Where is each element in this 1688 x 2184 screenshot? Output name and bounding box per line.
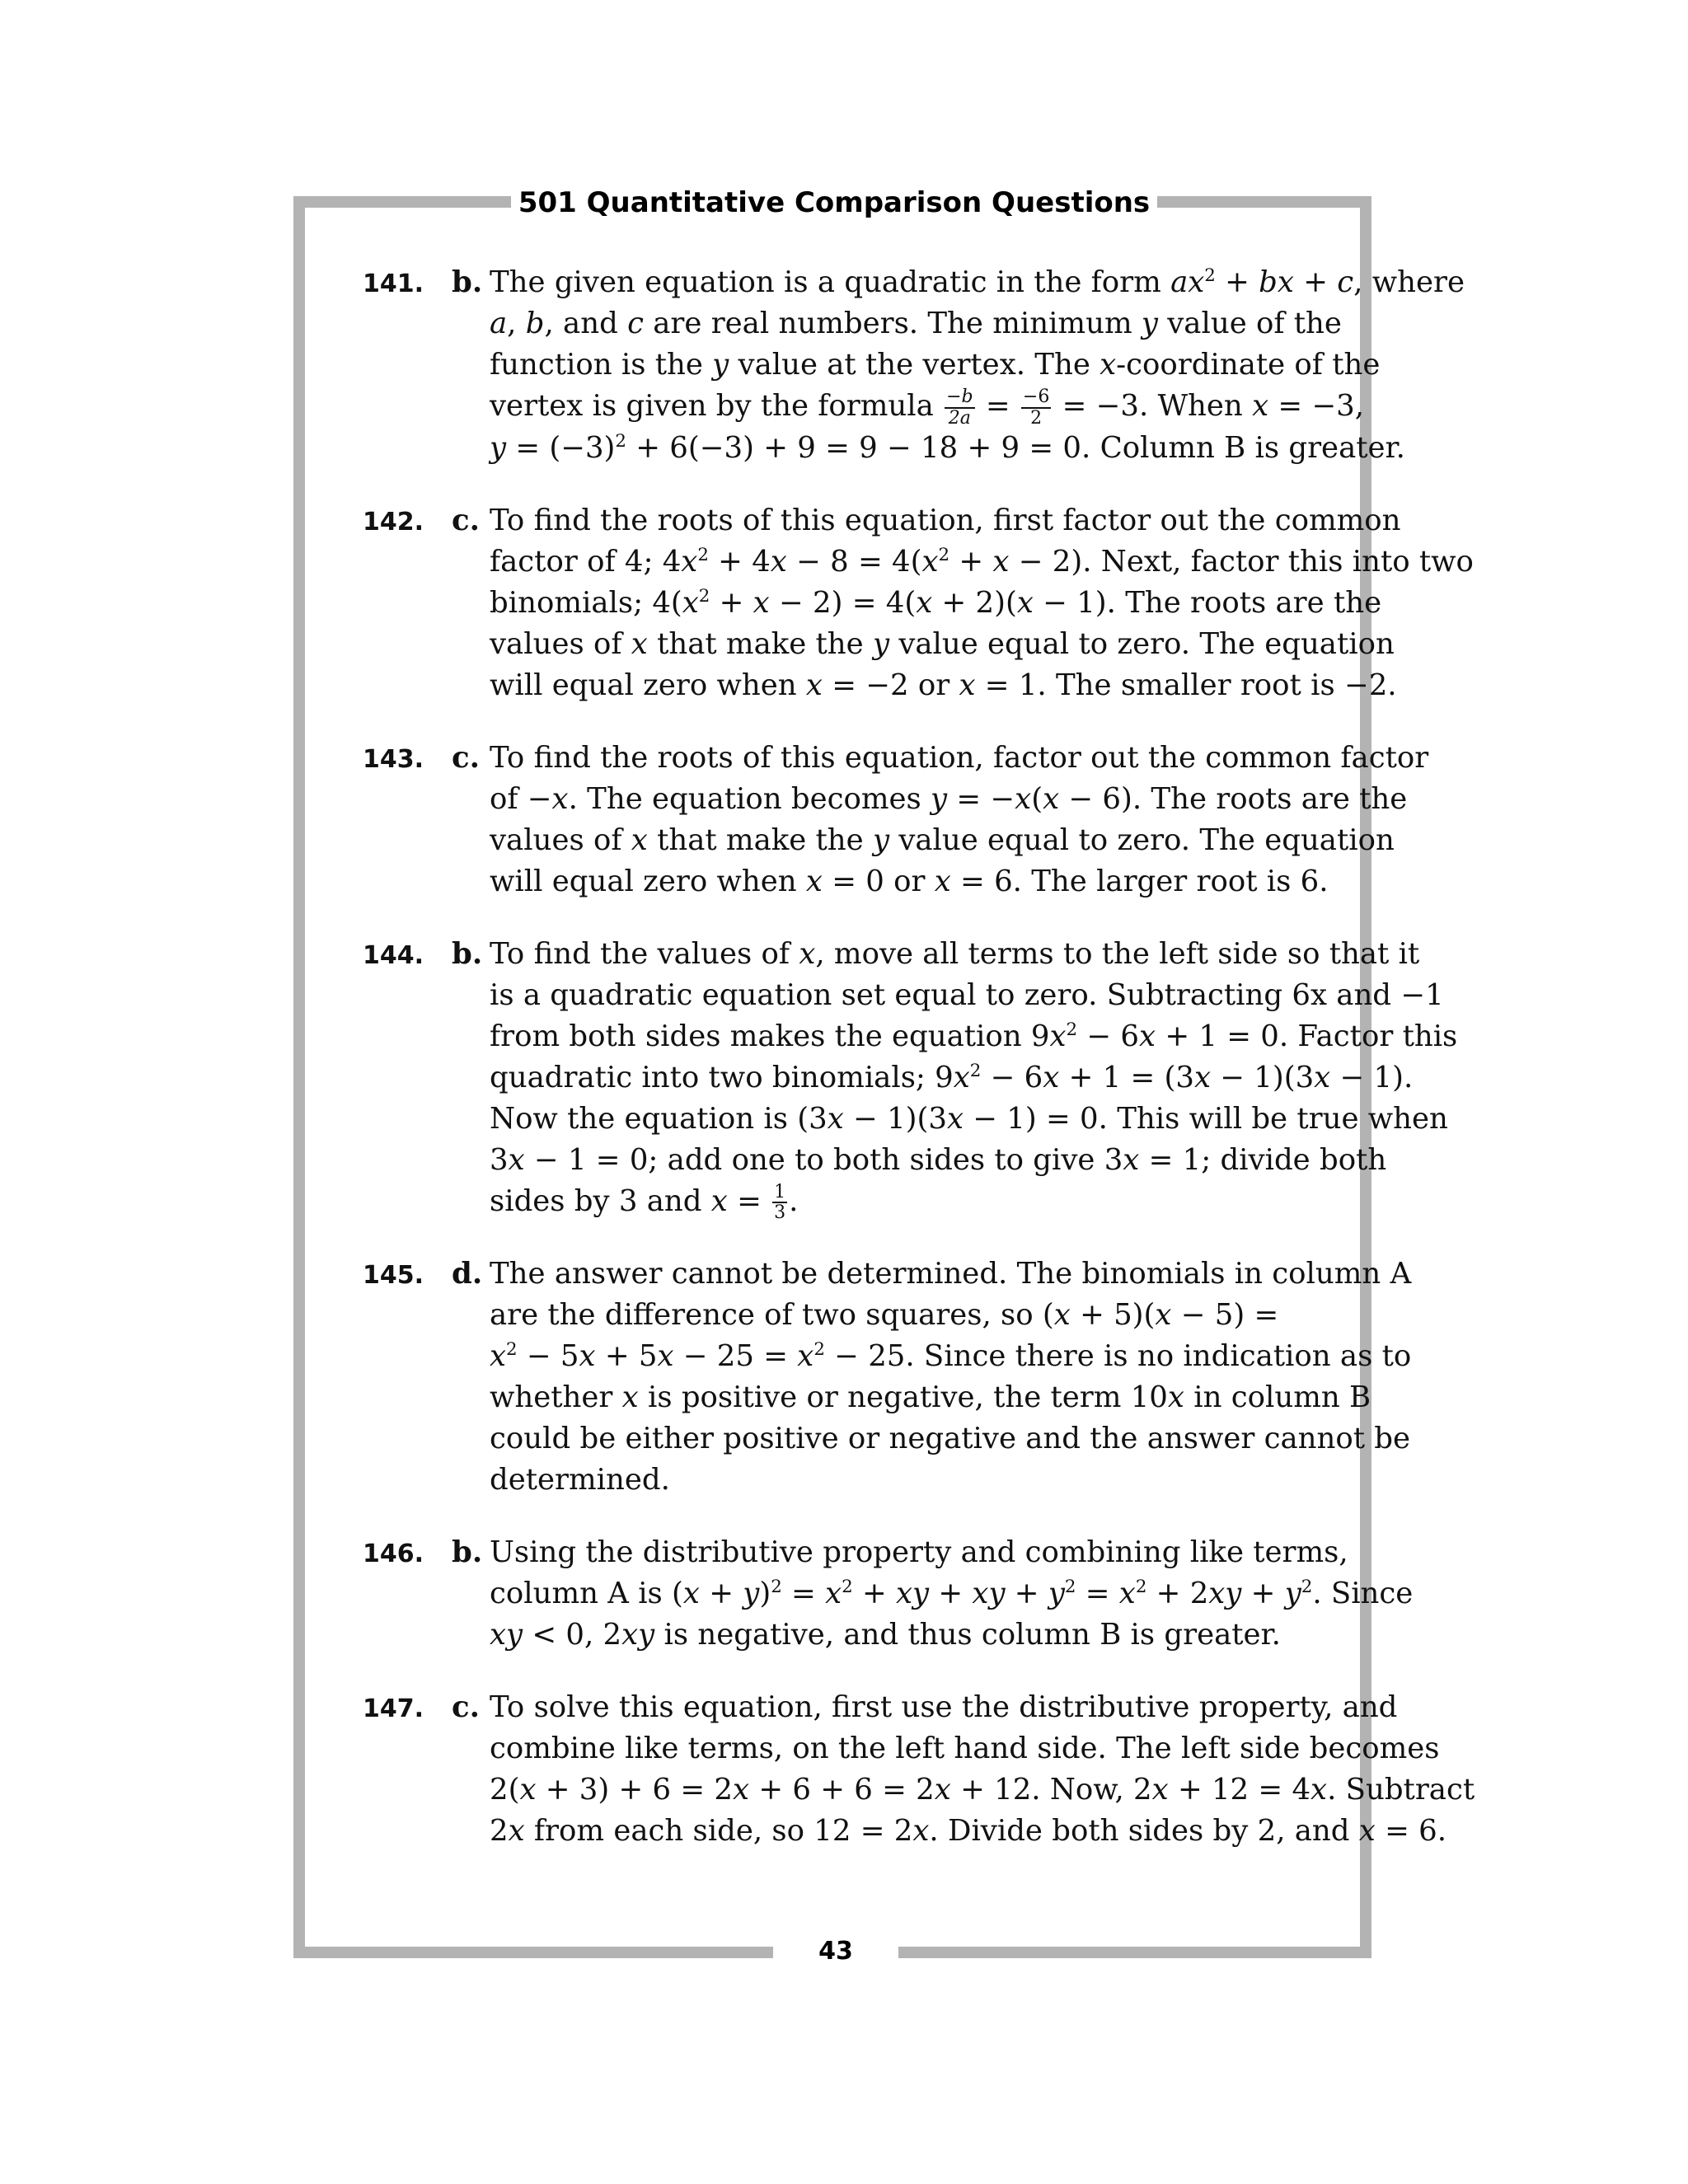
text-line: will equal zero when x = −2 or x = 1. The smaller root is −2. — [490, 668, 1397, 702]
text-line: is a quadratic equation set equal to zero. Subtracting 6x and −1 — [490, 977, 1444, 1012]
text-line: The answer cannot be determined. The binomials in column A — [490, 1257, 1412, 1291]
text-line: $y = (-3)^2 + 6(-3) + 9 = 9 - 18 + 9 = 0$. Column B is greater. — [490, 430, 1405, 465]
text-line: whether x is positive or negative, the term 10x in column B — [490, 1380, 1372, 1415]
fraction: $\frac{-b}{2a}$ — [946, 387, 973, 429]
item-number: 144. — [363, 940, 424, 970]
answer-letter: c. — [452, 1690, 480, 1725]
fraction: $\frac{-6}{2}$ — [1022, 387, 1050, 429]
text-line: vertex is given by the formula $\frac{-b}{2a}$ = $\frac{-6}{2}$ = −3. When x = −3, — [490, 387, 1365, 429]
header-rule-left — [293, 196, 511, 208]
answer-142 — [363, 500, 1474, 706]
text-line: combine like terms, on the left hand side. The left side becomes — [490, 1732, 1440, 1766]
text-line: from both sides makes the equation $9x^2 - 6x + 1 = 0$. Factor this — [490, 1019, 1458, 1053]
item-number: 145. — [363, 1261, 424, 1291]
item-number: 147. — [363, 1694, 424, 1724]
fraction: $\frac{1}{3}$ — [774, 1182, 786, 1224]
answer-letter: b. — [452, 1535, 483, 1570]
text-line: of −x. The equation becomes y = −x(x − 6). The roots are the — [490, 781, 1408, 816]
text-line: To find the roots of this equation, first factor out the common — [490, 503, 1401, 537]
text-line: determined. — [490, 1463, 670, 1497]
text-line: 2(x + 3) + 6 = 2x + 6 + 6 = 2x + 12. Now, 2x + 12 = 4x. Subtract — [490, 1773, 1475, 1807]
answer-146 — [363, 1532, 1414, 1656]
text-line: will equal zero when x = 0 or x = 6. The larger root is 6. — [490, 864, 1329, 898]
answer-144 — [363, 934, 1458, 1224]
answers-list — [363, 262, 1475, 1883]
text-line: 2x from each side, so 12 = 2x. Divide both sides by 2, and x = 6. — [490, 1814, 1447, 1849]
answer-letter: c. — [452, 740, 480, 775]
text-line: To solve this equation, first use the distributive property, and — [490, 1690, 1398, 1725]
text-line: To find the roots of this equation, factor out the common factor — [490, 740, 1429, 775]
text-line: To find the values of x, move all terms to the left side so that it — [490, 936, 1420, 971]
item-number: 142. — [363, 507, 424, 537]
answer-145 — [363, 1254, 1412, 1501]
text-line: factor of 4; $4x^2 + 4x - 8 = 4(x^2 + x - 2)$. Next, factor this into two — [490, 544, 1474, 579]
answer-147 — [363, 1687, 1475, 1852]
text-line: column A is $(x + y)^2 = x^2$ + xy + xy + $y^2 = x^2 + 2xy + y^2$. Since — [490, 1577, 1414, 1611]
answer-letter: c. — [452, 503, 480, 537]
text-line: The given equation is a quadratic in the form $ax^2$ + bx + c, where — [490, 265, 1465, 299]
header-title: 501 Quantitative Comparison Questions — [511, 183, 1157, 223]
text-line: values of x that make the y value equal to zero. The equation — [490, 626, 1395, 661]
answer-141 — [363, 262, 1465, 469]
text-line: could be either positive or negative and the answer cannot be — [490, 1422, 1411, 1456]
text-line: Using the distributive property and combining like terms, — [490, 1535, 1348, 1570]
text-line: xy < 0, 2xy is negative, and thus column B is greater. — [490, 1618, 1281, 1652]
text-line: sides by 3 and x = $\frac{1}{3}$ . — [490, 1182, 799, 1224]
page-number: 43 — [818, 1937, 853, 1966]
text-line: binomials; $4(x^2 + x - 2) = 4(x + 2)(x - 1)$. The roots are the — [490, 585, 1382, 620]
item-number: 143. — [363, 744, 424, 774]
text-line: Now the equation is (3x − 1)(3x − 1) = 0. This will be true when — [490, 1101, 1448, 1136]
text-line: function is the y value at the vertex. The x-coordinate of the — [490, 348, 1381, 382]
item-number: 146. — [363, 1540, 424, 1569]
text-line: quadratic into two binomials; $9x^2 - 6x + 1 = (3x - 1)(3x - 1)$. — [490, 1060, 1414, 1094]
text-line: values of x that make the y value equal to zero. The equation — [490, 823, 1395, 857]
item-number: 141. — [363, 269, 424, 298]
text-line: are the difference of two squares, so (x + 5)(x − 5) = — [490, 1298, 1279, 1333]
answer-letter: b. — [452, 265, 483, 299]
text-line: $x^2 - 5x + 5x - 25 = x^2 - 25$. Since there is no indication as to — [490, 1339, 1412, 1374]
answer-letter: b. — [452, 936, 483, 971]
header-rule-right — [1157, 196, 1372, 208]
text-line: 3x − 1 = 0; add one to both sides to give 3x = 1; divide both — [490, 1142, 1387, 1177]
answer-letter: d. — [452, 1257, 483, 1291]
answer-143 — [363, 738, 1429, 902]
text-line: a, b, and c are real numbers. The minimum y value of the — [490, 307, 1342, 340]
